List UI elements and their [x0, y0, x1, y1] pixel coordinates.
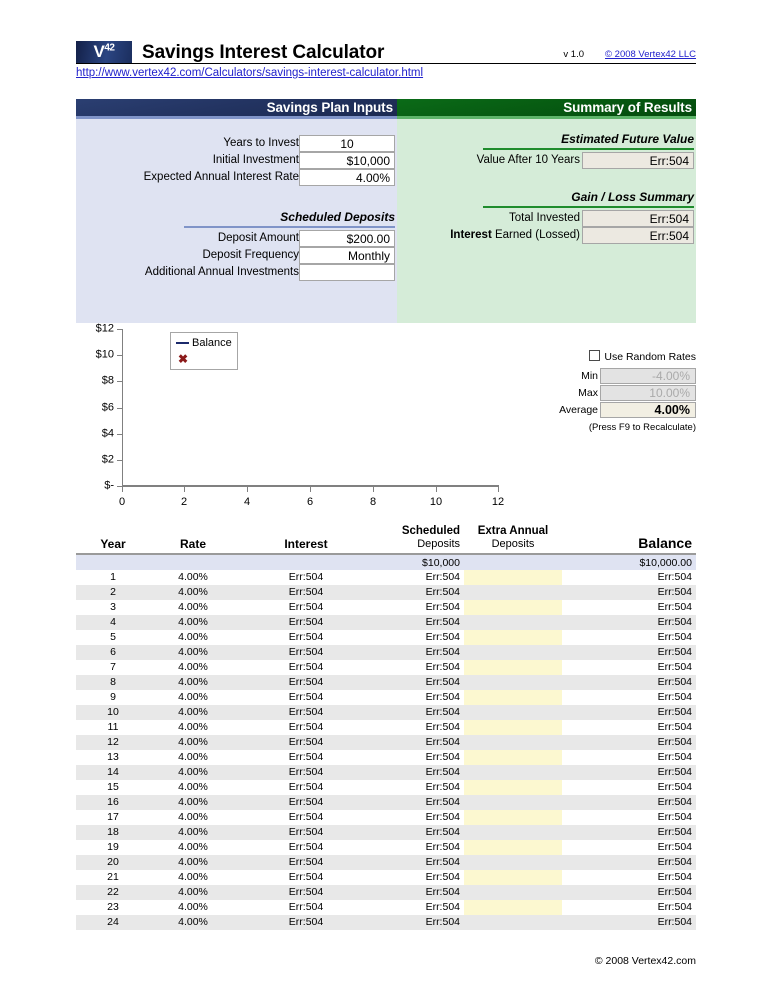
col-header-balance: [562, 513, 696, 553]
x-tick: [184, 487, 185, 492]
cell-year: 14: [107, 766, 119, 778]
col-header-text: Rate: [179, 537, 206, 551]
table-row: [76, 705, 696, 720]
cell-scheduled-deposits: Err:504: [425, 706, 460, 718]
col-header-interest: [236, 513, 376, 553]
cell-interest: Err:504: [288, 796, 324, 808]
cell-scheduled-deposits: Err:504: [425, 886, 460, 898]
estimated-future-value-subheading: Estimated Future Value: [561, 132, 694, 146]
cell-extra-annual-deposits-input[interactable]: [464, 870, 562, 885]
cell-rate: 4.00%: [178, 841, 208, 853]
cell-rate: 4.00%: [178, 661, 208, 673]
result-label-emphasis: Interest: [450, 229, 492, 241]
template-url-link[interactable]: http://www.vertex42.com/Calculators/savings-interest-calculator.html: [76, 67, 424, 79]
field-label: Initial Investment: [212, 154, 299, 166]
cell-scheduled-deposits: Err:504: [425, 721, 460, 733]
row-value-after-years: [397, 152, 696, 169]
y-tick-label: $8: [101, 374, 114, 387]
cell-balance: Err:504: [657, 601, 692, 613]
cell-rate: 4.00%: [178, 691, 208, 703]
cell-year: 6: [110, 646, 116, 658]
cell-extra-annual-deposits-input[interactable]: [464, 900, 562, 915]
table-row: [76, 735, 696, 750]
page-title: Savings Interest Calculator: [142, 42, 385, 63]
field-years-to-invest: [76, 135, 397, 152]
table-row: [76, 780, 696, 795]
x-tick-label: 4: [243, 496, 251, 508]
cell-balance: Err:504: [657, 886, 692, 898]
x-tick: [310, 487, 311, 492]
summary-of-results-panel: [397, 99, 696, 323]
col-header-extra-annual-deposits: [464, 513, 562, 553]
table-row: [76, 720, 696, 735]
result-label: Total Invested: [509, 212, 580, 224]
gain-loss-summary-rule: [483, 206, 694, 208]
cell-year: 2: [110, 586, 116, 598]
cell-balance: Err:504: [657, 826, 692, 838]
field-label: Years to Invest: [223, 137, 299, 149]
cell-scheduled-deposits: Err:504: [425, 676, 460, 688]
cell-balance: Err:504: [657, 901, 692, 913]
cell-rate: 4.00%: [178, 811, 208, 823]
spreadsheet-page: [76, 0, 696, 994]
inputs-panel-heading-rule: [76, 116, 397, 119]
cell-rate: 4.00%: [178, 781, 208, 793]
x-tick-label: 0: [118, 496, 126, 508]
field-expected-annual-interest-rate: [76, 169, 397, 186]
recalculate-note: (Press F9 to Recalculate): [588, 422, 696, 433]
cell-balance: Err:504: [657, 766, 692, 778]
cell-extra-annual-deposits-input[interactable]: [464, 795, 562, 810]
cell-year: 17: [107, 811, 119, 823]
cell-interest: Err:504: [288, 886, 324, 898]
cell-extra-annual-deposits-input[interactable]: [464, 690, 562, 705]
cell-scheduled-deposits: Err:504: [425, 781, 460, 793]
cell-year: 22: [107, 886, 119, 898]
y-tick: [117, 460, 122, 461]
col-header-scheduled-deposits: [376, 513, 464, 553]
cell-interest: Err:504: [288, 916, 324, 928]
cell-year: 10: [107, 706, 119, 718]
cell-balance: Err:504: [657, 751, 692, 763]
y-tick-label: $2: [101, 453, 114, 466]
cell-extra-annual-deposits-input[interactable]: [464, 705, 562, 720]
cell-balance: Err:504: [657, 871, 692, 883]
cell-year: 13: [107, 751, 119, 763]
cell-balance: Err:504: [657, 736, 692, 748]
cell-year: 20: [107, 856, 119, 868]
cell-scheduled-deposits: Err:504: [425, 736, 460, 748]
legend-line-swatch: [176, 342, 189, 344]
y-tick-label: $10: [95, 348, 114, 361]
average-rate-input[interactable]: 4.00%: [600, 402, 696, 418]
cell-balance: Err:504: [657, 586, 692, 598]
cell-year: 24: [107, 916, 119, 928]
cell-balance: Err:504: [657, 571, 692, 583]
x-tick-label: 10: [429, 496, 443, 508]
y-tick: [117, 355, 122, 356]
col-header-text-bottom: Deposits: [417, 538, 460, 550]
field-additional-annual-investments: [76, 264, 397, 281]
input-and-results-panels: [76, 99, 696, 323]
cell-year: [76, 555, 150, 570]
copyright-link[interactable]: © 2008 Vertex42 LLC: [605, 49, 696, 60]
header-divider: [76, 63, 696, 64]
expected-annual-interest-rate-input[interactable]: 4.00%: [299, 169, 395, 186]
cell-extra-annual-deposits-input[interactable]: [464, 825, 562, 840]
col-header-text: Interest: [284, 537, 328, 551]
y-tick: [117, 408, 122, 409]
cell-extra-annual-deposits-input[interactable]: [464, 570, 562, 585]
cell-scheduled-deposits: Err:504: [425, 616, 460, 628]
x-tick: [436, 487, 437, 492]
cell-interest: Err:504: [288, 901, 324, 913]
amortization-schedule: [76, 513, 696, 930]
cell-scheduled-deposits: Err:504: [425, 571, 460, 583]
cell-extra-annual-deposits-input[interactable]: [464, 810, 562, 825]
page-footer: © 2008 Vertex42.com: [594, 955, 696, 967]
table-row: [76, 750, 696, 765]
cell-rate: 4.00%: [178, 676, 208, 688]
cell-balance: Err:504: [657, 841, 692, 853]
chart-y-axis: [122, 329, 123, 487]
max-rate-input[interactable]: 10.00%: [600, 385, 696, 401]
col-header-text-top: Extra Annual: [477, 525, 549, 537]
cell-scheduled-deposits: Err:504: [425, 646, 460, 658]
cell-extra-annual-deposits-input[interactable]: [464, 615, 562, 630]
y-tick: [117, 434, 122, 435]
cell-balance: Err:504: [657, 691, 692, 703]
cell-extra-annual-deposits-input[interactable]: [464, 720, 562, 735]
cell-rate: [150, 555, 236, 570]
cell-balance: Err:504: [657, 646, 692, 658]
cell-interest: [236, 555, 376, 570]
cell-interest: Err:504: [288, 736, 324, 748]
cell-interest: Err:504: [288, 751, 324, 763]
legend-item-balance: [171, 336, 237, 350]
x-tick-label: 2: [180, 496, 188, 508]
use-random-rates-label: Use Random Rates: [604, 351, 696, 363]
cell-balance: Err:504: [657, 661, 692, 673]
y-tick: [117, 381, 122, 382]
table-row: [76, 900, 696, 915]
cell-extra-annual-deposits-input[interactable]: [464, 780, 562, 795]
cell-year: 7: [110, 661, 116, 673]
min-label: Min: [581, 370, 598, 382]
cell-year: 4: [110, 616, 116, 628]
cell-interest: Err:504: [288, 706, 324, 718]
cell-rate: 4.00%: [178, 616, 208, 628]
cell-extra-annual-deposits-input[interactable]: [464, 915, 562, 930]
cell-interest: Err:504: [288, 586, 324, 598]
cell-scheduled-deposits: Err:504: [425, 916, 460, 928]
table-row: [76, 795, 696, 810]
logo-superscript: 42: [104, 42, 115, 54]
cell-scheduled-deposits: Err:504: [425, 796, 460, 808]
cell-extra-annual-deposits-input[interactable]: [464, 855, 562, 870]
cell-rate: 4.00%: [178, 631, 208, 643]
table-row: [76, 915, 696, 930]
col-header-text: Year: [100, 537, 126, 551]
cell-extra-annual-deposits-input[interactable]: [464, 675, 562, 690]
cell-interest: Err:504: [288, 676, 324, 688]
legend-item-marker: [171, 351, 237, 365]
cell-balance: Err:504: [657, 781, 692, 793]
cell-year: 18: [107, 826, 119, 838]
cell-interest: Err:504: [288, 646, 324, 658]
table-row: [76, 585, 696, 600]
cell-year: 3: [110, 601, 116, 613]
cell-balance: $10,000.00: [639, 556, 692, 569]
legend-label: Balance: [192, 337, 232, 349]
cell-rate: 4.00%: [178, 736, 208, 748]
cell-balance: Err:504: [657, 631, 692, 643]
cell-extra-annual-deposits-input[interactable]: [464, 765, 562, 780]
cell-balance: Err:504: [657, 676, 692, 688]
y-tick-label: $6: [101, 401, 114, 414]
cell-extra-annual-deposits-input[interactable]: [464, 660, 562, 675]
cell-scheduled-deposits: Err:504: [425, 601, 460, 613]
schedule-header-row: [76, 513, 696, 553]
col-header-text-bottom: Deposits: [491, 538, 535, 550]
app-header: [76, 41, 696, 65]
col-header-text-top: Scheduled: [401, 525, 460, 537]
max-label: Max: [578, 387, 598, 399]
x-tick-label: 6: [306, 496, 314, 508]
cell-extra-annual-deposits-input[interactable]: [464, 750, 562, 765]
initial-balance-row: [76, 555, 696, 570]
cell-balance: Err:504: [657, 856, 692, 868]
cell-scheduled-deposits: Err:504: [425, 586, 460, 598]
table-row: [76, 870, 696, 885]
table-row: [76, 690, 696, 705]
cell-rate: 4.00%: [178, 721, 208, 733]
random-rate-min-row: [544, 368, 696, 384]
cell-scheduled-deposits: Err:504: [425, 766, 460, 778]
table-row: [76, 840, 696, 855]
y-tick-label: $12: [95, 322, 114, 335]
table-row: [76, 570, 696, 585]
cell-year: 23: [107, 901, 119, 913]
vertex42-logo: [76, 41, 132, 63]
schedule-table: [76, 513, 696, 930]
cell-rate: 4.00%: [178, 871, 208, 883]
result-label: [450, 227, 580, 244]
cell-scheduled-deposits: Err:504: [425, 631, 460, 643]
cell-rate: 4.00%: [178, 706, 208, 718]
x-tick: [498, 487, 499, 492]
result-label-rest: Earned (Lossed): [491, 229, 580, 241]
cell-extra-annual-deposits-input[interactable]: [464, 585, 562, 600]
cell-interest: Err:504: [288, 691, 324, 703]
cell-interest: Err:504: [288, 766, 324, 778]
additional-annual-investments-input[interactable]: [299, 264, 395, 281]
logo-letter: V: [93, 42, 105, 61]
cell-extra-deposits: [464, 555, 562, 570]
results-panel-heading: Summary of Results: [397, 99, 696, 116]
schedule-table-body: [76, 555, 696, 930]
cell-rate: 4.00%: [178, 901, 208, 913]
deposit-frequency-select[interactable]: Monthly: [299, 247, 395, 264]
average-label: Average: [559, 404, 598, 416]
initial-investment-input[interactable]: $10,000: [299, 152, 395, 169]
min-rate-input[interactable]: -4.00%: [600, 368, 696, 384]
field-label: Additional Annual Investments: [144, 266, 299, 278]
cell-rate: 4.00%: [178, 586, 208, 598]
cell-scheduled-deposits: Err:504: [425, 751, 460, 763]
x-tick: [373, 487, 374, 492]
table-row: [76, 645, 696, 660]
field-label: Deposit Amount: [217, 232, 299, 244]
x-tick: [247, 487, 248, 492]
cell-rate: 4.00%: [178, 856, 208, 868]
value-after-10-years-output: Err:504: [582, 152, 694, 169]
cell-extra-annual-deposits-input[interactable]: [464, 630, 562, 645]
cell-rate: 4.00%: [178, 751, 208, 763]
scheduled-deposits-rule: [184, 226, 395, 228]
table-row: [76, 600, 696, 615]
cell-balance: Err:504: [657, 721, 692, 733]
cell-scheduled-deposits: $10,000: [422, 556, 460, 569]
cell-year: 21: [107, 871, 119, 883]
legend-x-marker-icon: ✖: [178, 352, 189, 366]
table-row: [76, 810, 696, 825]
table-row: [76, 825, 696, 840]
cell-interest: Err:504: [288, 871, 324, 883]
cell-scheduled-deposits: Err:504: [425, 871, 460, 883]
table-row: [76, 885, 696, 900]
cell-balance: Err:504: [657, 796, 692, 808]
field-initial-investment: [76, 152, 397, 169]
cell-year: 8: [110, 676, 116, 688]
cell-scheduled-deposits: Err:504: [425, 661, 460, 673]
cell-rate: 4.00%: [178, 646, 208, 658]
field-label: Expected Annual Interest Rate: [143, 171, 299, 183]
cell-interest: Err:504: [288, 781, 324, 793]
cell-interest: Err:504: [288, 721, 324, 733]
cell-balance: Err:504: [657, 811, 692, 823]
table-row: [76, 765, 696, 780]
cell-rate: 4.00%: [178, 796, 208, 808]
cell-rate: 4.00%: [178, 886, 208, 898]
random-rate-average-row: [544, 402, 696, 418]
cell-balance: Err:504: [657, 706, 692, 718]
row-interest-earned: [397, 227, 696, 244]
table-row: [76, 855, 696, 870]
cell-year: 1: [110, 571, 116, 583]
field-label: Deposit Frequency: [202, 249, 299, 261]
chart-legend: [170, 332, 238, 370]
cell-interest: Err:504: [288, 826, 324, 838]
cell-extra-annual-deposits-input[interactable]: [464, 840, 562, 855]
schedule-table-head: [76, 513, 696, 555]
cell-year: 9: [110, 691, 116, 703]
gain-loss-summary-subheading: Gain / Loss Summary: [571, 190, 694, 204]
scheduled-deposits-subheading: Scheduled Deposits: [280, 210, 395, 224]
cell-rate: 4.00%: [178, 571, 208, 583]
cell-interest: Err:504: [288, 571, 324, 583]
cell-interest: Err:504: [288, 631, 324, 643]
use-random-rates-row[interactable]: [589, 350, 696, 364]
cell-interest: Err:504: [288, 856, 324, 868]
table-row: [76, 630, 696, 645]
col-header-year: [76, 513, 150, 553]
cell-interest: Err:504: [288, 616, 324, 628]
cell-extra-annual-deposits-input[interactable]: [464, 885, 562, 900]
cell-extra-annual-deposits-input[interactable]: [464, 645, 562, 660]
version-label: v 1.0: [563, 49, 584, 60]
result-label: Value After 10 Years: [476, 154, 580, 166]
y-tick: [117, 329, 122, 330]
cell-scheduled-deposits: Err:504: [425, 841, 460, 853]
y-tick-label: $-: [104, 479, 114, 492]
results-panel-heading-rule: [397, 116, 696, 119]
cell-interest: Err:504: [288, 661, 324, 673]
cell-interest: Err:504: [288, 811, 324, 823]
cell-rate: 4.00%: [178, 826, 208, 838]
cell-balance: Err:504: [657, 616, 692, 628]
cell-year: 15: [107, 781, 119, 793]
deposit-amount-input[interactable]: $200.00: [299, 230, 395, 247]
cell-year: 11: [107, 721, 119, 733]
cell-scheduled-deposits: Err:504: [425, 811, 460, 823]
x-tick-label: 8: [369, 496, 377, 508]
cell-scheduled-deposits: Err:504: [425, 691, 460, 703]
col-header-text: Balance: [638, 535, 692, 551]
cell-interest: Err:504: [288, 841, 324, 853]
cell-extra-annual-deposits-input[interactable]: [464, 600, 562, 615]
field-deposit-frequency: [76, 247, 397, 264]
cell-year: 16: [107, 796, 119, 808]
cell-scheduled-deposits: Err:504: [425, 901, 460, 913]
random-rate-max-row: [544, 385, 696, 401]
total-invested-output: Err:504: [582, 210, 694, 227]
y-tick-label: $4: [101, 427, 114, 440]
interest-earned-output: Err:504: [582, 227, 694, 244]
use-random-rates-checkbox[interactable]: [589, 350, 600, 361]
cell-year: 12: [107, 736, 119, 748]
cell-scheduled-deposits: Err:504: [425, 826, 460, 838]
estimated-future-value-rule: [483, 148, 694, 150]
col-header-rate: [150, 513, 236, 553]
cell-year: 5: [110, 631, 116, 643]
cell-balance: Err:504: [657, 916, 692, 928]
cell-extra-annual-deposits-input[interactable]: [464, 735, 562, 750]
field-deposit-amount: [76, 230, 397, 247]
inputs-panel-heading: Savings Plan Inputs: [76, 99, 397, 116]
savings-plan-inputs-panel: [76, 99, 397, 323]
table-row: [76, 660, 696, 675]
cell-year: 19: [107, 841, 119, 853]
cell-rate: 4.00%: [178, 601, 208, 613]
x-tick-label: 12: [491, 496, 505, 508]
cell-scheduled-deposits: Err:504: [425, 856, 460, 868]
row-total-invested: [397, 210, 696, 227]
cell-rate: 4.00%: [178, 766, 208, 778]
balance-chart: [76, 322, 696, 515]
cell-interest: Err:504: [288, 601, 324, 613]
table-row: [76, 675, 696, 690]
x-tick: [122, 487, 123, 492]
table-row: [76, 615, 696, 630]
cell-rate: 4.00%: [178, 916, 208, 928]
years-to-invest-input[interactable]: 10: [299, 135, 395, 152]
